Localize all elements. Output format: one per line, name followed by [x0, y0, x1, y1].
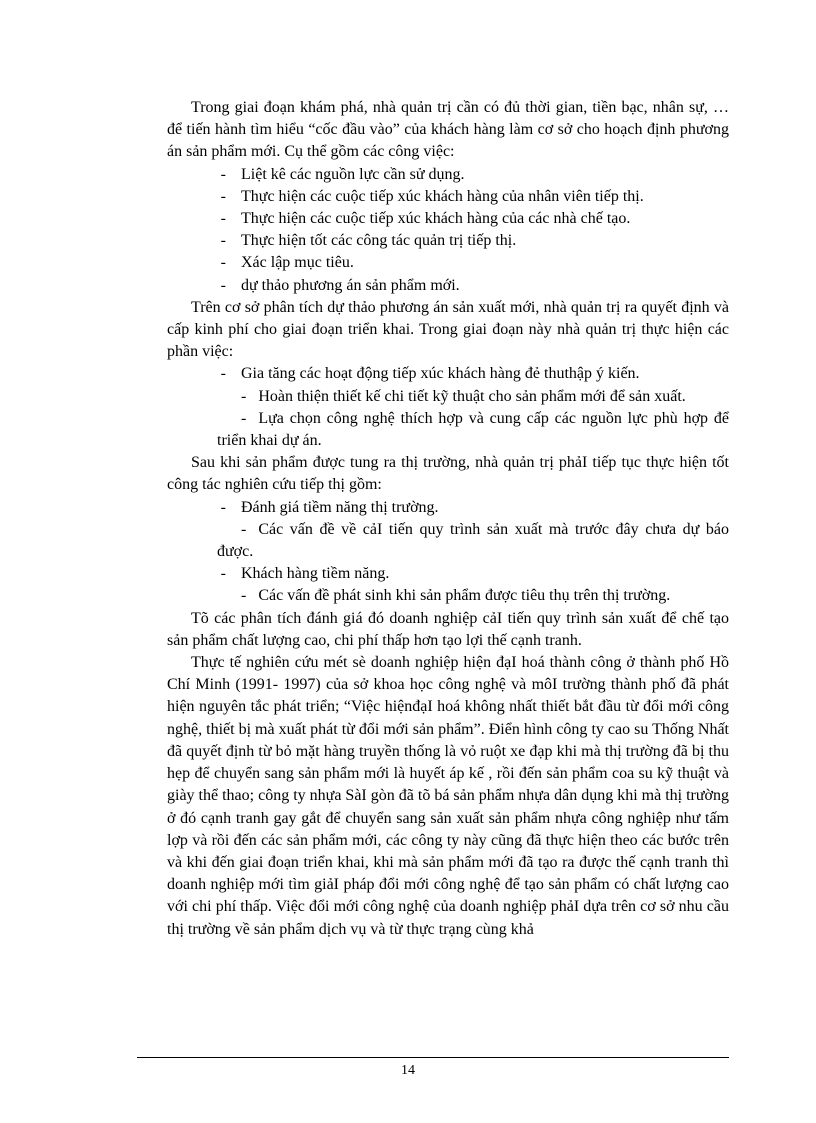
list-item: - Hoàn thiện thiết kế chi tiết kỹ thuật cho sản phẩm mới để sản xuất. — [241, 387, 686, 405]
list-item: - Các vấn đề về cảI tiến quy trình sản xuất mà trước đây chưa dự báo được. — [217, 520, 729, 561]
list-item: - Đánh giá tiềm năng thị trường. — [167, 497, 729, 519]
bullet-dash: - — [220, 498, 226, 516]
list-item: - Gia tăng các hoạt động tiếp xúc khách hàng đẻ thuthập ý kiến. — [167, 363, 729, 385]
bullet-dash: - — [241, 520, 247, 538]
list-item: - Khách hàng tiềm năng. — [167, 563, 729, 585]
paragraph-case-study: Thực tế nghiên cứu mét sè doanh nghiệp hiện đạI hoá thành công ở thành phố Hồ Chí Minh (1991- 1997) của sở khoa học công nghệ và môI trường thành phố đã phát hiện nguyên tắc phát triển; “Việc hiệnđạI hoá không nhất thiết bắt đầu từ đổi mới công nghệ, thiết bị mà xuất phát từ đổi mới sản phẩm”. Điển hình công ty cao su Thống Nhất đã quyết định từ bỏ mặt hàng truyền thống là vỏ ruột xe đạp khi mà thị trường đã bị thu hẹp để chuyển sang sản phẩm mới là huyết áp kế , rồi đến sản phẩm coa su kỹ thuật và giày thể thao; công ty nhựa SàI gòn đã tõ bá sản phẩm nhựa dân dụng khi mà thị trường ở đó cạnh tranh gay gắt để chuyển sang sản xuất sản phẩm nhựa công nghiệp như tấm lợp và rồi đến các sản phẩm mới, các công ty này cũng đã thực hiện theo các bước trên và khi đến giai đoạn triển khai, khi mà sản phẩm mới đã tạo ra được thế cạnh tranh thì doanh nghiệp mới tìm giảI pháp đổi mới công nghệ để tạo sản phẩm có chất lượng cao với chi phí thấp. Việc đổi mới công nghệ của doanh nghiệp phảI dựa trên cơ sở nhu cầu thị trường về sản phẩm dịch vụ và từ thực trạng cùng khả — [167, 654, 729, 938]
list-research-tasks — [167, 497, 729, 608]
bullet-dash: - — [241, 409, 247, 427]
bullet-dash: - — [241, 387, 247, 405]
paragraph-improvement: Tõ các phân tích đánh giá đó doanh nghiệp cảI tiến quy trình sản xuất để chế tạo sản phẩm chất lượng cao, chi phí thấp hơn tạo lợi thế cạnh tranh. — [167, 609, 729, 649]
list-item: - Lựa chọn công nghệ thích hợp và cung cấp các nguồn lực phù hợp để triển khai dự án. — [217, 409, 729, 450]
list-item: - Thực hiện các cuộc tiếp xúc khách hàng của nhân viên tiếp thị. — [167, 186, 729, 208]
bullet-dash: - — [220, 187, 226, 205]
list-item: - Thực hiện tốt các công tác quản trị tiếp thị. — [167, 230, 729, 252]
list-discovery-tasks — [167, 164, 729, 297]
bullet-dash: - — [220, 165, 226, 183]
list-item: - Thực hiện các cuộc tiếp xúc khách hàng của các nhà chế tạo. — [167, 208, 729, 230]
list-item: - dự thảo phương án sản phẩm mới. — [167, 275, 729, 297]
list-item: - Liệt kê các nguồn lực cần sử dụng. — [167, 164, 729, 186]
paragraph-launch: Sau khi sản phẩm được tung ra thị trường, nhà quản trị phảI tiếp tục thực hiện tốt công tác nghiên cứu tiếp thị gồm: — [167, 454, 729, 494]
bullet-dash: - — [220, 210, 226, 228]
bullet-dash: - — [220, 276, 226, 294]
list-item: - Xác lập mục tiêu. — [167, 252, 729, 274]
footer-divider — [137, 1057, 729, 1058]
bullet-dash: - — [220, 254, 226, 272]
paragraph-intro: Trong giai đoạn khám phá, nhà quản trị cần có đủ thời gian, tiền bạc, nhân sự, … để tiến hành tìm hiểu “cốc đầu vào” của khách hàng làm cơ sở cho hoạch định phương án sản phẩm mới. Cụ thể gồm các công việc: — [167, 99, 729, 161]
list-item: - Các vấn đề phát sinh khi sản phẩm được tiêu thụ trên thị trường. — [241, 587, 671, 605]
bullet-dash: - — [241, 587, 247, 605]
bullet-dash: - — [220, 365, 226, 383]
paragraph-deployment: Trên cơ sở phân tích dự thảo phương án sản xuất mới, nhà quản trị ra quyết định và cấp kinh phí cho giai đoạn triển khai. Trong giai đoạn này nhà quản trị thực hiện các phần việc: — [167, 298, 729, 361]
bullet-dash: - — [220, 565, 226, 583]
bullet-dash: - — [220, 232, 226, 250]
list-deployment-tasks — [167, 363, 729, 452]
page-number: 14 — [401, 1063, 415, 1078]
document-body — [167, 97, 729, 941]
